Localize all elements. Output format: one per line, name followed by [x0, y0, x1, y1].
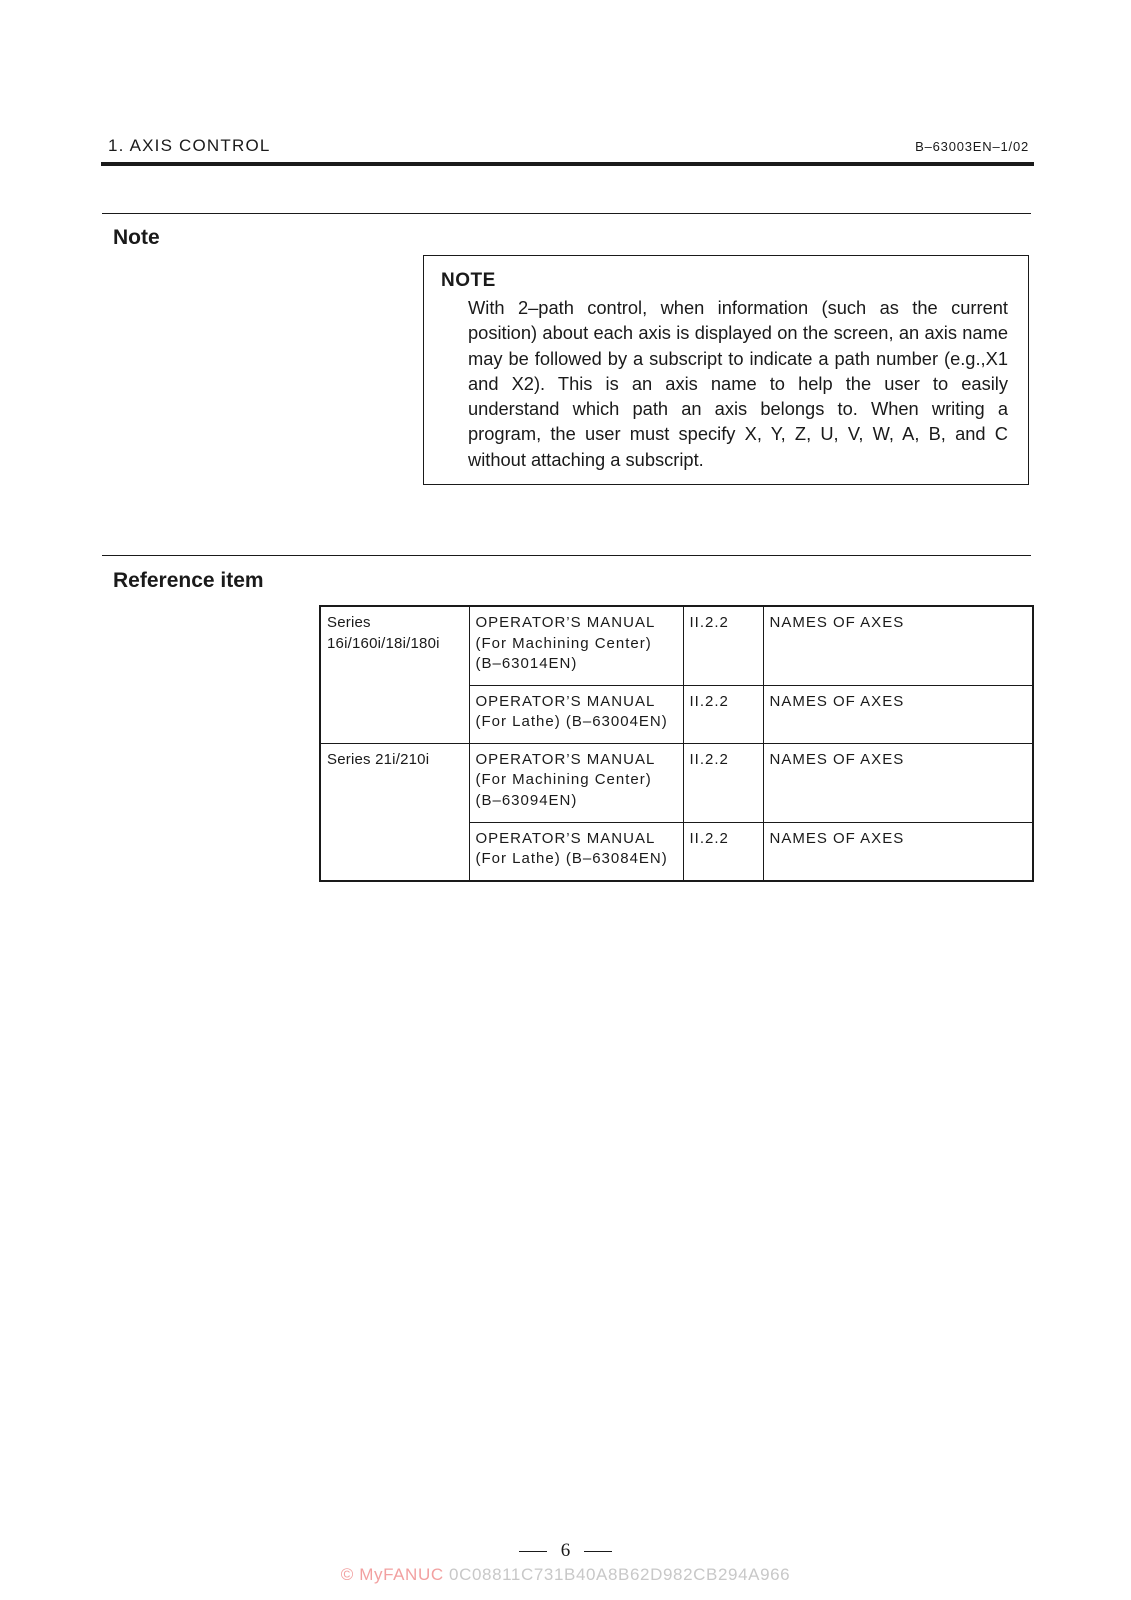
watermark	[0, 1565, 1131, 1585]
section-cell: II.2.2	[683, 743, 763, 822]
page-footer	[0, 1540, 1131, 1562]
footer-dash-right	[584, 1551, 612, 1552]
note-box	[423, 255, 1029, 485]
note-box-label: NOTE	[441, 270, 496, 291]
manual-cell: OPERATOR’S MANUAL (For Lathe) (B–63004EN)	[469, 685, 683, 743]
note-section-rule	[102, 213, 1031, 214]
section-cell: II.2.2	[683, 606, 763, 685]
series-cell: Series 21i/210i	[320, 743, 469, 881]
series-cell: Series 16i/160i/18i/180i	[320, 606, 469, 743]
header-doc-code: B–63003EN–1/02	[915, 139, 1029, 154]
topic-cell: NAMES OF AXES	[763, 822, 1033, 881]
reference-section-title: Reference item	[113, 569, 264, 592]
manual-cell: OPERATOR’S MANUAL (For Machining Center) (B–63094EN)	[469, 743, 683, 822]
topic-cell: NAMES OF AXES	[763, 606, 1033, 685]
section-cell: II.2.2	[683, 685, 763, 743]
note-box-text: With 2–path control, when information (such as the current position) about each axis is displayed on the screen, an axis name may be followed by a subscript to indicate a path number (e.g.,X1 and X2). This is an axis name to help the user to easily understand which path an axis belongs to. When writing a program, the user must specify X, Y, Z, U, V, W, A, B, and C without attaching a subscript.	[468, 297, 1008, 470]
table-row	[320, 606, 1033, 685]
reference-section-rule	[102, 555, 1031, 556]
watermark-code: 0C08811C731B40A8B62D982CB294A966	[449, 1565, 791, 1584]
page-number: 6	[560, 1540, 571, 1561]
footer-dash-left	[519, 1551, 547, 1552]
note-section-title: Note	[113, 226, 160, 249]
section-cell: II.2.2	[683, 822, 763, 881]
table-row	[320, 743, 1033, 822]
topic-cell: NAMES OF AXES	[763, 685, 1033, 743]
header-rule	[101, 162, 1034, 166]
reference-table	[319, 605, 1034, 882]
header-section-title: 1. AXIS CONTROL	[108, 136, 271, 155]
topic-cell: NAMES OF AXES	[763, 743, 1033, 822]
manual-cell: OPERATOR’S MANUAL (For Machining Center) (B–63014EN)	[469, 606, 683, 685]
manual-cell: OPERATOR’S MANUAL (For Lathe) (B–63084EN)	[469, 822, 683, 881]
watermark-brand: © MyFANUC	[340, 1565, 444, 1584]
